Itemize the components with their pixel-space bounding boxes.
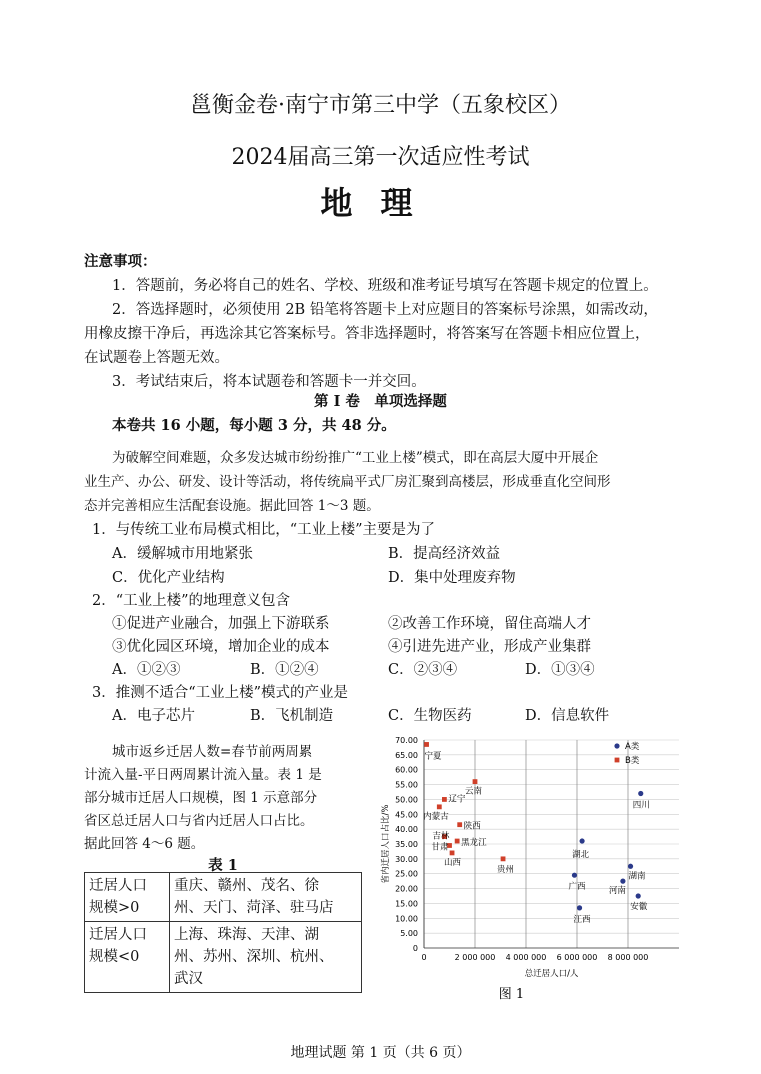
row-header-line2: 规模>0: [89, 900, 140, 916]
cell-line3: 武汉: [174, 971, 203, 987]
x-tick-label: 0: [421, 953, 427, 962]
y-tick-label: 15.00: [395, 899, 418, 909]
x-tick-label: 8 000 000: [607, 953, 649, 962]
x-tick-label: 4 000 000: [505, 953, 547, 962]
point-label: 宁夏: [424, 751, 442, 762]
note-item-2b: 用橡皮擦干净后，再选涂其它答案标号。答非选择题时，将答案写在答题卡相应位置上，: [84, 326, 650, 342]
x-axis-label: 总迁居人口/人: [524, 969, 579, 979]
y-tick-label: 65.00: [395, 750, 418, 760]
y-tick-label: 25.00: [395, 869, 418, 879]
table-cell: [85, 873, 170, 922]
q1-option-a: A．缓解城市用地紧张: [112, 546, 253, 562]
q1-option-c: C．优化产业结构: [112, 570, 225, 586]
point-label: 吉林: [432, 831, 450, 842]
passage1-line1: 为破解空间难题，众多发达城市纷纷推广“工业上楼”模式，即在高层大厦中开展企: [112, 450, 599, 466]
y-tick-label: 50.00: [395, 795, 418, 805]
paper-title: 邕衡金卷·南宁市第三中学（五象校区）: [190, 93, 571, 118]
y-tick-label: 70.00: [395, 736, 418, 745]
q3-option-b: B．飞机制造: [250, 708, 334, 724]
y-tick-label: 0: [412, 944, 418, 953]
passage2-line3: 部分城市迁居人口规模，图 1 示意部分: [84, 790, 318, 806]
q2-option-b: B．①②④: [250, 662, 319, 678]
cell-line1: 重庆、赣州、茂名、徐: [174, 878, 319, 894]
figure-caption: 图 1: [498, 987, 525, 1002]
note-item-3: 3．考试结束后，将本试题卷和答题卡一并交回。: [112, 374, 426, 390]
passage2-line1: 城市返乡迁居人数=春节前两周累: [112, 744, 313, 760]
y-tick-label: 30.00: [395, 854, 418, 864]
data-point: [577, 905, 582, 910]
subject-title: 地理: [320, 184, 441, 222]
q2-stem: 2．“工业上楼”的地理意义包含: [92, 593, 291, 609]
notes-heading: 注意事项：: [84, 253, 157, 270]
cell-line2: 州、天门、菏泽、驻马店: [174, 900, 334, 916]
q3-option-a: A．电子芯片: [112, 708, 195, 724]
figure1-scatter-chart: [372, 728, 692, 1018]
q3-option-c: C．生物医药: [388, 708, 472, 724]
data-point: [437, 804, 442, 809]
point-label: 四川: [632, 800, 650, 811]
legend-marker-b: [615, 758, 620, 763]
table1-caption: 表 1: [208, 857, 238, 874]
q2-option-d: D．①③④: [525, 662, 595, 678]
y-axis-label: 省内迁居人口占比/%: [381, 804, 391, 884]
table-row: [85, 922, 362, 993]
section-desc: 本卷共 16 小题，每小题 3 分，共 48 分。: [112, 417, 396, 434]
note-item-2c: 在试题卷上答题无效。: [84, 350, 229, 366]
q2-statement-1: ①促进产业融合，加强上下游联系: [112, 616, 330, 632]
passage2-line5: 据此回答 4～6 题。: [84, 836, 205, 852]
x-tick-label: 6 000 000: [556, 953, 598, 962]
point-label: 云南: [465, 786, 483, 797]
data-point: [455, 839, 460, 844]
passage1-line3: 态并完善相应生活配套设施。据此回答 1～3 题。: [84, 498, 380, 514]
cell-line2: 州、苏州、深圳、杭州、: [174, 949, 334, 965]
q3-option-d: D．信息软件: [525, 708, 610, 724]
page-footer: 地理试题 第 1 页（共 6 页）: [290, 1045, 471, 1061]
point-label: 安徽: [630, 902, 648, 912]
point-label: 甘肃: [431, 842, 449, 853]
table-cell: [170, 922, 362, 993]
note-item-2a: 2．答选择题时，必须使用 2B 铅笔将答题卡上对应题目的答案标号涂黑，如需改动，: [112, 302, 658, 318]
q3-stem: 3．推测不适合“工业上楼”模式的产业是: [92, 685, 349, 701]
row-header-line1: 迁居人口: [89, 878, 147, 894]
y-tick-label: 5.00: [400, 929, 418, 939]
data-point: [450, 851, 455, 856]
point-label: 贵州: [497, 864, 515, 875]
q2-option-c: C．②③④: [388, 662, 458, 678]
data-point: [636, 893, 641, 898]
passage2-line4: 省区总迁居人口与省内迁居人口占比。: [84, 813, 314, 829]
exam-title: 2024届高三第一次适应性考试: [231, 145, 530, 170]
point-label: 广西: [568, 882, 586, 893]
point-label: 江西: [573, 914, 591, 925]
data-point: [580, 838, 585, 843]
y-tick-label: 45.00: [395, 810, 418, 820]
note-item-1: 1．答题前，务必将自己的姓名、学校、班级和准考证号填写在答题卡规定的位置上。: [112, 278, 658, 294]
section-title: 第 I 卷 单项选择题: [314, 393, 447, 410]
y-tick-label: 40.00: [395, 825, 418, 835]
point-label: 内蒙古: [423, 811, 449, 822]
y-tick-label: 10.00: [395, 914, 418, 924]
point-label: 湖南: [628, 871, 646, 882]
q2-statement-2: ②改善工作环境，留住高端人才: [388, 616, 591, 632]
legend-label-b: B类: [625, 756, 640, 766]
q1-option-b: B．提高经济效益: [388, 546, 501, 562]
q2-statement-3: ③优化园区环境，增加企业的成本: [112, 639, 330, 655]
q2-statement-4: ④引进先进产业，形成产业集群: [388, 639, 591, 655]
y-tick-label: 20.00: [395, 884, 418, 894]
data-point: [628, 864, 633, 869]
point-label: 湖北: [572, 850, 590, 861]
data-point: [457, 822, 462, 827]
table1: [84, 872, 362, 993]
data-point: [572, 873, 577, 878]
q2-option-a: A．①②③: [112, 662, 181, 678]
passage1-line2: 业生产、办公、研发、设计等活动，将传统扁平式厂房汇聚到高楼层，形成垂直化空间形: [84, 474, 611, 490]
q1-option-d: D．集中处理废弃物: [388, 570, 516, 586]
x-tick-label: 2 000 000: [454, 953, 496, 962]
data-point: [501, 856, 506, 861]
table-cell: [170, 873, 362, 922]
legend-marker-a: [614, 743, 619, 748]
data-point: [442, 797, 447, 802]
y-tick-label: 55.00: [395, 780, 418, 790]
table-row: [85, 873, 362, 922]
cell-line1: 上海、珠海、天津、湖: [174, 927, 319, 943]
data-point: [424, 742, 429, 747]
data-point: [473, 779, 478, 784]
point-label: 陕西: [463, 821, 481, 832]
table-cell: [85, 922, 170, 993]
row-header-line2: 规模<0: [89, 949, 140, 965]
passage2-line2: 计流入量-平日两周累计流入量。表 1 是: [84, 767, 322, 783]
legend-label-a: A类: [625, 742, 640, 752]
data-point: [638, 791, 643, 796]
y-tick-label: 60.00: [395, 765, 418, 775]
q1-stem: 1．与传统工业布局模式相比，“工业上楼”主要是为了: [92, 522, 436, 538]
data-point: [620, 879, 625, 884]
row-header-line1: 迁居人口: [89, 927, 147, 943]
y-tick-label: 35.00: [395, 840, 418, 849]
point-label: 山西: [444, 857, 462, 868]
point-label: 河南: [608, 886, 626, 897]
point-label: 辽宁: [448, 794, 466, 805]
point-label: 黑龙江: [461, 838, 487, 849]
